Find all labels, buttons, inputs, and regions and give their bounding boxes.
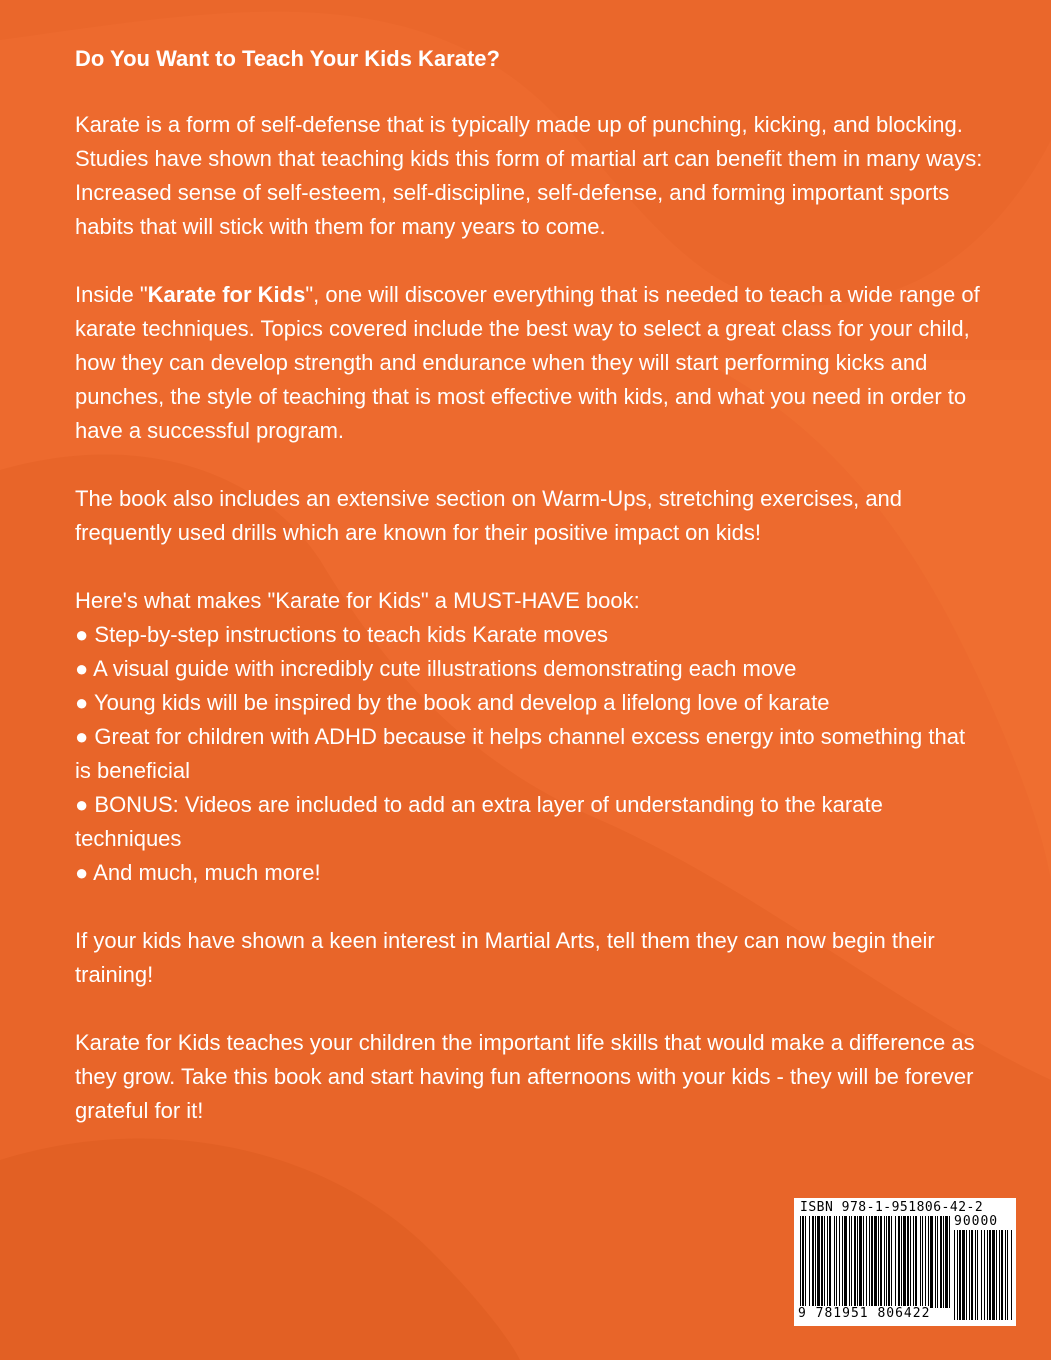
barcode-bar: [903, 1216, 906, 1308]
barcode-bar: [949, 1216, 950, 1308]
barcode-bar: [866, 1216, 867, 1308]
barcode-bar: [863, 1216, 864, 1308]
barcode-bar: [891, 1216, 892, 1308]
addon-bar: [1005, 1230, 1006, 1320]
barcode-bar: [937, 1216, 938, 1308]
barcode-bar: [940, 1216, 942, 1308]
addon-bar: [957, 1230, 958, 1320]
barcode-bar: [898, 1216, 900, 1308]
barcode-bar: [824, 1216, 825, 1308]
barcode-bar: [913, 1216, 914, 1308]
barcode-bar: [859, 1216, 862, 1308]
addon-bar: [971, 1230, 973, 1320]
barcode-bar: [836, 1216, 837, 1308]
barcode-bar: [817, 1216, 820, 1308]
barcode-bar: [915, 1216, 917, 1308]
barcode-bar: [829, 1216, 831, 1308]
barcode-bar: [821, 1216, 823, 1308]
back-cover-text: [75, 42, 985, 1128]
barcode-bar: [869, 1216, 870, 1308]
list-item: ● Great for children with ADHD because it helps channel excess energy into something that is beneficial: [75, 724, 966, 783]
barcode-bar: [849, 1216, 850, 1308]
barcode-bar: [880, 1216, 882, 1308]
barcode-bar: [910, 1216, 911, 1308]
barcode-bar: [834, 1216, 835, 1308]
martial-arts-paragraph: If your kids have shown a keen interest in Martial Arts, tell them they can now begin their training!: [75, 928, 935, 987]
addon-bar: [984, 1230, 985, 1320]
addon-bar: [1001, 1230, 1003, 1320]
ean-number: 9 781951 806422: [798, 1306, 931, 1321]
addon-bar: [999, 1230, 1000, 1320]
barcode-bar: [886, 1216, 887, 1308]
heading: Do You Want to Teach Your Kids Karate?: [75, 46, 500, 71]
inside-prefix: Inside ": [75, 282, 148, 307]
barcode-bar: [809, 1216, 810, 1308]
barcode-bar: [935, 1216, 936, 1308]
barcode-bar: [839, 1216, 840, 1308]
barcode-bar: [930, 1216, 933, 1308]
barcode-bar: [842, 1216, 843, 1308]
barcode-bar: [895, 1216, 896, 1308]
barcode-bar: [805, 1216, 806, 1308]
addon-bar: [954, 1230, 955, 1320]
addon-bar: [959, 1230, 961, 1320]
barcode-bar: [928, 1216, 929, 1308]
barcode-bar: [857, 1216, 858, 1308]
feature-list: [75, 618, 985, 890]
list-item: ● BONUS: Videos are included to add an extra layer of understanding to the karate techniques: [75, 792, 883, 851]
barcode-bar: [854, 1216, 856, 1308]
addon-bar: [989, 1230, 991, 1320]
addon-bar: [981, 1230, 982, 1320]
barcode-bar: [884, 1216, 885, 1308]
list-item: ● And much, much more!: [75, 860, 321, 885]
addon-bar: [992, 1230, 995, 1320]
isbn-barcode: [794, 1198, 1016, 1326]
addon-bar: [987, 1230, 988, 1320]
barcode-bar: [907, 1216, 909, 1308]
barcode-bar: [815, 1216, 816, 1308]
list-intro: Here's what makes "Karate for Kids" a MUST-HAVE book:: [75, 588, 640, 613]
intro-paragraph: Karate is a form of self-defense that is typically made up of punching, kicking, and blocking. Studies have shown that teaching kids this form of martial art can benefit them in many ways: Increased sense of self-esteem, self-discipline, self-defense, and forming important sports habits that will stick with them for many years to come.: [75, 112, 983, 239]
barcode-bar: [800, 1216, 801, 1308]
addon-bar: [962, 1230, 965, 1320]
addon-bar: [1007, 1230, 1008, 1320]
barcode-bar: [878, 1216, 879, 1308]
inside-paragraph: [75, 278, 985, 448]
barcode-bar: [802, 1216, 804, 1308]
list-item: ● Young kids will be inspired by the book and develop a lifelong love of karate: [75, 690, 830, 715]
barcode-bar: [888, 1216, 890, 1308]
barcode-bar: [922, 1216, 923, 1308]
inside-suffix: ", one will discover everything that is needed to teach a wide range of karate techniques. Topics covered include the best way to select a great class for your child, how they can develop strength and endurance when they will start performing kicks and punches, the style of teaching that is most effective with kids, and what you need in order to have a successful program.: [75, 282, 980, 443]
barcode-bar: [945, 1216, 948, 1308]
book-title: Karate for Kids: [147, 282, 306, 307]
barcode-bar: [827, 1216, 828, 1308]
addon-bar: [969, 1230, 970, 1320]
barcode-bar: [943, 1216, 944, 1308]
list-item: ● Step-by-step instructions to teach kids Karate moves: [75, 622, 608, 647]
barcode-bar: [871, 1216, 873, 1308]
addon-bar: [977, 1230, 978, 1320]
barcode-bars: [800, 1216, 952, 1308]
addon-number: 90000: [954, 1214, 999, 1229]
isbn-label: ISBN 978-1-951806-42-2: [800, 1200, 984, 1215]
barcode-bar: [925, 1216, 926, 1308]
barcode-bar: [920, 1216, 921, 1308]
barcode-bar: [844, 1216, 847, 1308]
addon-bar: [975, 1230, 976, 1320]
list-item: ● A visual guide with incredibly cute illustrations demonstrating each move: [75, 656, 797, 681]
addon-bar: [1011, 1230, 1012, 1320]
barcode-bar: [901, 1216, 902, 1308]
barcode-bar: [851, 1216, 852, 1308]
addon-barcode-bars: [954, 1230, 1012, 1320]
addon-bar: [996, 1230, 997, 1320]
barcode-bar: [874, 1216, 877, 1308]
extras-paragraph: The book also includes an extensive section on Warm-Ups, stretching exercises, and frequently used drills which are known for their positive impact on kids!: [75, 486, 903, 545]
barcode-bar: [812, 1216, 814, 1308]
addon-bar: [966, 1230, 967, 1320]
closing-paragraph: Karate for Kids teaches your children the important life skills that would make a difference as they grow. Take this book and start having fun afternoons with your kids - they will be forever grateful for it!: [75, 1030, 975, 1123]
